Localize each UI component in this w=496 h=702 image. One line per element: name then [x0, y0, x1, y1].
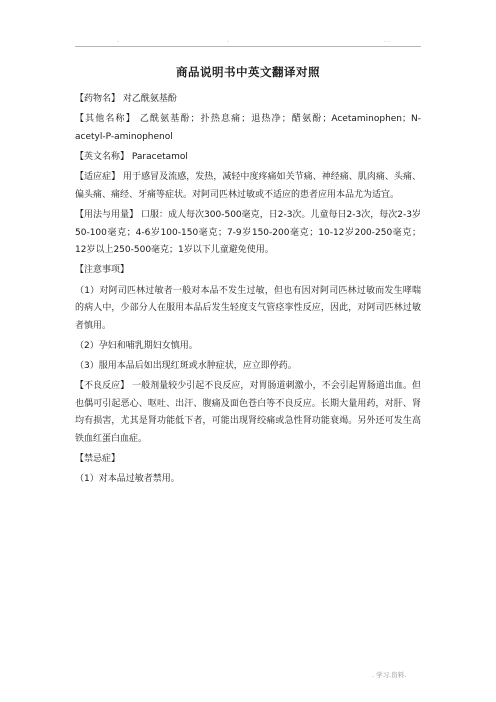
paragraph-drug-name: 【药物名】 对乙酰氨基酚 — [75, 94, 177, 104]
document-title: 商品说明书中英文翻译对照 — [176, 65, 320, 79]
paragraph-english-name: 【英文名称】 Paracetamol — [75, 151, 188, 162]
header-dot-mid: . — [227, 37, 229, 44]
paragraph-precaution-3: （3）服用本品后如出现红斑或水肿症状，应立即停药。 — [75, 361, 297, 372]
document-body — [75, 91, 421, 492]
paragraph-precaution-2: （2）孕妇和哺乳期妇女慎用。 — [75, 340, 198, 351]
paragraph-other-names: 【其他名称】 乙酰氨基酚；扑热息痛；退热净；醋氨酚；Acetaminophen；N-acetyl-P-aminophenol — [75, 114, 421, 142]
paragraph-contraindication-1: （1）对本品过敏者禁用。 — [75, 474, 180, 485]
header-rule — [75, 46, 421, 47]
header-dot-right: . . — [384, 37, 390, 44]
paragraph-contraindications-heading: 【禁忌症】 — [75, 454, 121, 465]
paragraph-precautions-heading: 【注意事项】 — [75, 265, 130, 276]
header-dot-left: . — [117, 37, 119, 44]
paragraph-indications: 【适应症】 用于感冒及流感，发热，减轻中度疼痛如关节痛、神经痛、肌肉痛、头痛、偏头痛、痛经、牙痛等症状。对阿司匹林过敏或不适应的患者应用本品尤为适宜。 — [75, 172, 421, 200]
footer-note: . 学习.资料. — [372, 671, 407, 679]
paragraph-dosage: 【用法与用量】 口服：成人每次300-500毫克，日2-3次。儿童每日2-3次，每次2-3岁50-100毫克；4-6岁100-150毫克；7-9岁150-200毫克；10-12岁200-250毫克；12岁以上250-500毫克；1岁以下儿童避免使用。 — [75, 209, 421, 256]
header-dots — [0, 38, 496, 44]
paragraph-precaution-1: （1）对阿司匹林过敏者一般对本品不发生过敏，但也有因对阿司匹林过敏而发生哮喘的病人中，少部分人在服用本品后发生轻度支气管痉挛性反应，因此，对阿司匹林过敏者慎用。 — [75, 285, 421, 331]
paragraph-adverse-reactions: 【不良反应】 一般剂量较少引起不良反应，对胃肠道刺激小，不会引起胃肠道出血。但也偶可引起恶心、呕吐、出汗、腹痛及面色苍白等不良反应。长期大量用药，对肝、肾均有损害，尤其是肾功能低下者，可能出现肾绞痛或急性肾功能衰竭。另外还可发生高铁血红蛋白血症。 — [75, 381, 421, 445]
